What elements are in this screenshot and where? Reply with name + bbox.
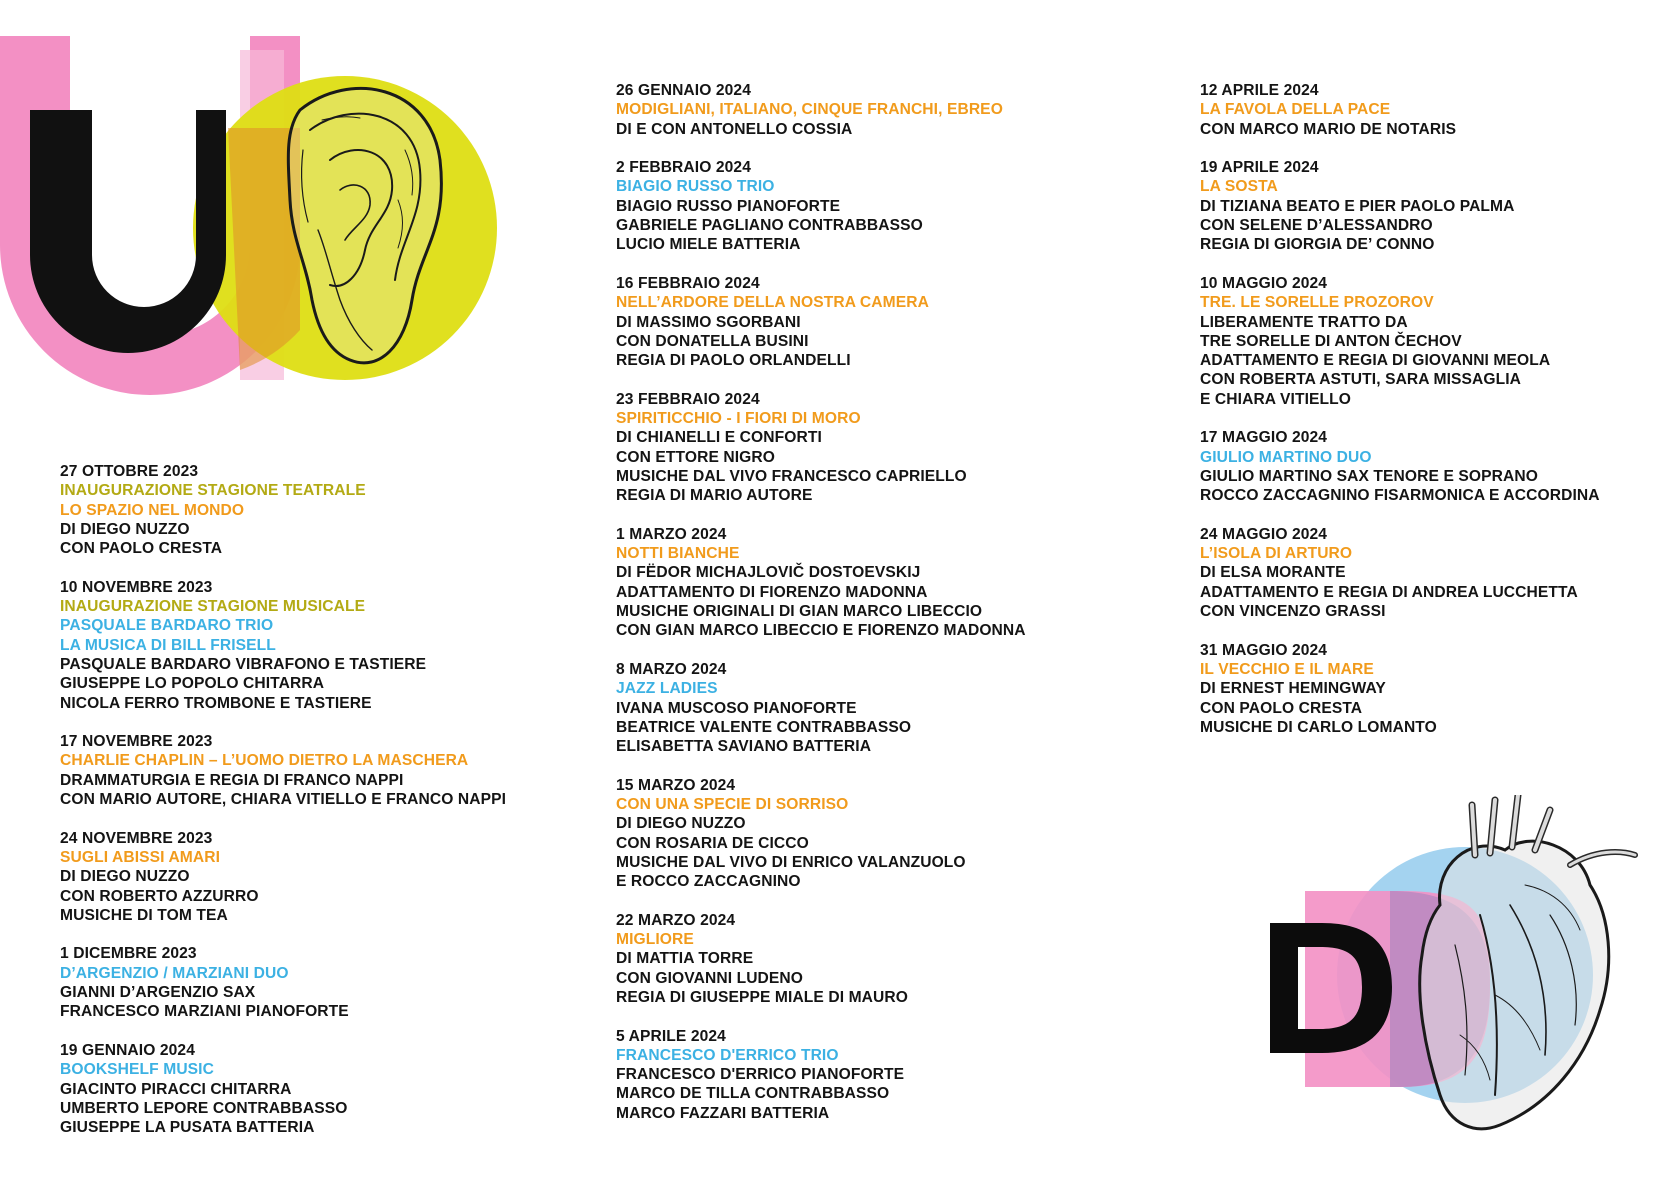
event-credit: ADATTAMENTO E REGIA DI GIOVANNI MEOLA xyxy=(1200,352,1551,370)
event-credit: E ROCCO ZACCAGNINO xyxy=(616,873,801,891)
event-date: 12 APRILE 2024 xyxy=(1200,82,1319,99)
event-credit: CON SELENE D’ALESSANDRO xyxy=(1200,217,1433,235)
event-title: GIULIO MARTINO DUO xyxy=(1200,448,1372,466)
event-title: D’ARGENZIO / MARZIANI DUO xyxy=(60,964,289,982)
event-date: 17 NOVEMBRE 2023 xyxy=(60,733,213,751)
event-entry xyxy=(616,158,1136,254)
schedule-column-3 xyxy=(1200,81,1660,756)
event-date: 8 MARZO 2024 xyxy=(616,660,727,678)
event-title: LA MUSICA DI BILL FRISELL xyxy=(60,636,276,654)
event-credit: DI CHIANELLI E CONFORTI xyxy=(616,429,822,447)
event-title: PASQUALE BARDARO TRIO xyxy=(60,617,274,635)
event-credit: DI MATTIA TORRE xyxy=(616,950,754,968)
event-credit: DRAMMATURGIA E REGIA DI FRANCO NAPPI xyxy=(60,771,404,789)
event-credit: DI ELSA MORANTE xyxy=(1200,564,1346,582)
event-title: L’ISOLA DI ARTURO xyxy=(1200,545,1353,563)
event-credit: REGIA DI GIUSEPPE MIALE DI MAURO xyxy=(616,988,908,1006)
event-credit: MUSICHE DI TOM TEA xyxy=(60,906,228,924)
event-credit: ROCCO ZACCAGNINO FISARMONICA E ACCORDINA xyxy=(1200,487,1600,505)
event-credit: FRANCESCO MARZIANI PIANOFORTE xyxy=(60,1003,349,1021)
event-credit: ADATTAMENTO DI FIORENZO MADONNA xyxy=(616,583,928,601)
event-title: SUGLI ABISSI AMARI xyxy=(60,848,221,866)
event-entry xyxy=(60,944,560,1021)
event-entry xyxy=(60,829,560,925)
event-date: 22 MARZO 2024 xyxy=(616,911,736,929)
event-title: NELL’ARDORE DELLA NOSTRA CAMERA xyxy=(616,294,929,312)
event-credit: DI DIEGO NUZZO xyxy=(60,868,190,886)
event-title: BIAGIO RUSSO TRIO xyxy=(616,178,775,196)
event-credit: DI TIZIANA BEATO E PIER PAOLO PALMA xyxy=(1200,197,1515,215)
event-credit: GIUSEPPE LA PUSATA BATTERIA xyxy=(60,1119,315,1137)
event-entry xyxy=(60,462,560,558)
event-credit: DI E CON ANTONELLO COSSIA xyxy=(616,120,853,138)
event-title: CON UNA SPECIE DI SORRISO xyxy=(616,795,849,813)
event-credit: CON MARIO AUTORE, CHIARA VITIELLO E FRANCO NAPPI xyxy=(60,791,507,809)
event-entry xyxy=(616,81,1136,139)
event-title: LA SOSTA xyxy=(1200,178,1278,196)
event-credit: CON MARCO MARIO DE NOTARIS xyxy=(1200,120,1457,138)
event-title: BOOKSHELF MUSIC xyxy=(60,1061,214,1079)
event-credit: CON PAOLO CRESTA xyxy=(60,540,223,558)
event-credit: LIBERAMENTE TRATTO DA xyxy=(1200,313,1408,331)
event-title: NOTTI BIANCHE xyxy=(616,545,740,563)
event-entry xyxy=(1200,81,1660,139)
event-title: LO SPAZIO NEL MONDO xyxy=(60,501,245,519)
event-credit: MUSICHE ORIGINALI DI GIAN MARCO LIBECCIO xyxy=(616,603,983,621)
event-credit: MUSICHE DI CARLO LOMANTO xyxy=(1200,718,1437,736)
event-entry xyxy=(1200,428,1660,505)
event-credit: CON ROSARIA DE CICCO xyxy=(616,834,809,852)
event-credit: PASQUALE BARDARO VIBRAFONO E TASTIERE xyxy=(60,655,427,673)
event-date: 24 MAGGIO 2024 xyxy=(1200,525,1328,543)
event-credit: IVANA MUSCOSO PIANOFORTE xyxy=(616,699,857,717)
top-logo xyxy=(0,0,520,440)
event-entry xyxy=(1200,158,1660,254)
event-credit: FRANCESCO D'ERRICO PIANOFORTE xyxy=(616,1066,905,1084)
event-date: 17 MAGGIO 2024 xyxy=(1200,429,1328,447)
event-date: 1 MARZO 2024 xyxy=(616,525,727,543)
event-credit: GIANNI D’ARGENZIO SAX xyxy=(60,984,256,1002)
event-credit: MUSICHE DAL VIVO DI ENRICO VALANZUOLO xyxy=(616,853,966,871)
event-date: 10 MAGGIO 2024 xyxy=(1200,274,1328,292)
event-entry xyxy=(1200,525,1660,621)
event-credit: UMBERTO LEPORE CONTRABBASSO xyxy=(60,1099,348,1117)
event-credit: CON ROBERTA ASTUTI, SARA MISSAGLIA xyxy=(1200,371,1522,389)
event-credit: GIULIO MARTINO SAX TENORE E SOPRANO xyxy=(1200,467,1538,485)
event-entry xyxy=(60,1041,560,1137)
event-title: MIGLIORE xyxy=(616,931,694,949)
event-credit: CON DONATELLA BUSINI xyxy=(616,332,809,350)
event-credit: CON VINCENZO GRASSI xyxy=(1200,603,1386,621)
event-credit: GIACINTO PIRACCI CHITARRA xyxy=(60,1080,292,1098)
event-date: 24 NOVEMBRE 2023 xyxy=(60,829,213,847)
event-date: 19 GENNAIO 2024 xyxy=(60,1041,195,1059)
event-entry xyxy=(60,732,560,809)
event-credit: GABRIELE PAGLIANO CONTRABBASSO xyxy=(616,217,923,235)
event-credit: E CHIARA VITIELLO xyxy=(1200,390,1351,408)
event-credit: LUCIO MIELE BATTERIA xyxy=(616,236,801,254)
event-title: SPIRITICCHIO - I FIORI DI MORO xyxy=(616,410,861,428)
event-entry xyxy=(616,390,1136,506)
event-credit: DI FËDOR MICHAJLOVIČ DOSTOEVSKIJ xyxy=(616,564,921,582)
event-credit: ADATTAMENTO E REGIA DI ANDREA LUCCHETTA xyxy=(1200,583,1578,601)
event-date: 5 APRILE 2024 xyxy=(616,1027,726,1045)
black-u-letter xyxy=(30,110,226,353)
event-credit: BEATRICE VALENTE CONTRABBASSO xyxy=(616,718,912,736)
event-credit: CON ROBERTO AZZURRO xyxy=(60,887,259,905)
event-date: 31 MAGGIO 2024 xyxy=(1200,641,1328,659)
event-credit: REGIA DI GIORGIA DE’ CONNO xyxy=(1200,236,1435,254)
schedule-column-1 xyxy=(60,462,560,1157)
event-date: 19 APRILE 2024 xyxy=(1200,159,1319,177)
event-date: 16 FEBBRAIO 2024 xyxy=(616,274,760,292)
event-credit: CON GIOVANNI LUDENO xyxy=(616,969,804,987)
event-title: LA FAVOLA DELLA PACE xyxy=(1200,101,1391,119)
event-title: INAUGURAZIONE STAGIONE TEATRALE xyxy=(60,482,366,500)
event-credit: REGIA DI MARIO AUTORE xyxy=(616,487,813,505)
event-entry xyxy=(616,776,1136,892)
schedule-column-2 xyxy=(616,81,1136,1142)
event-title: IL VECCHIO E IL MARE xyxy=(1200,660,1374,678)
event-entry xyxy=(616,911,1136,1007)
bottom-logo xyxy=(1250,795,1670,1180)
event-date: 27 OTTOBRE 2023 xyxy=(60,463,199,480)
event-title: MODIGLIANI, ITALIANO, CINQUE FRANCHI, EBREO xyxy=(616,101,1003,119)
event-credit: ELISABETTA SAVIANO BATTERIA xyxy=(616,738,872,756)
event-credit: MUSICHE DAL VIVO FRANCESCO CAPRIELLO xyxy=(616,467,967,485)
event-title: INAUGURAZIONE STAGIONE MUSICALE xyxy=(60,598,366,616)
event-credit: GIUSEPPE LO POPOLO CHITARRA xyxy=(60,675,325,693)
event-entry xyxy=(616,274,1136,370)
event-date: 2 FEBBRAIO 2024 xyxy=(616,159,751,177)
event-title: CHARLIE CHAPLIN – L’UOMO DIETRO LA MASCHERA xyxy=(60,752,469,770)
event-credit: CON PAOLO CRESTA xyxy=(1200,699,1363,717)
event-credit: REGIA DI PAOLO ORLANDELLI xyxy=(616,352,851,370)
event-date: 26 GENNAIO 2024 xyxy=(616,82,751,99)
event-date: 15 MARZO 2024 xyxy=(616,776,736,794)
event-date: 23 FEBBRAIO 2024 xyxy=(616,390,760,408)
event-date: 1 DICEMBRE 2023 xyxy=(60,945,197,963)
event-entry xyxy=(616,660,1136,756)
event-credit: MARCO DE TILLA CONTRABBASSO xyxy=(616,1085,890,1103)
event-credit: DI MASSIMO SGORBANI xyxy=(616,313,801,331)
anatomical-heart-icon xyxy=(1420,795,1635,1129)
event-credit: TRE SORELLE DI ANTON ČECHOV xyxy=(1200,332,1462,350)
event-credit: CON ETTORE NIGRO xyxy=(616,448,775,466)
event-entry xyxy=(1200,274,1660,409)
event-credit: CON GIAN MARCO LIBECCIO E FIORENZO MADONNA xyxy=(616,622,1026,640)
event-credit: DI DIEGO NUZZO xyxy=(616,815,746,833)
event-entry xyxy=(60,578,560,713)
event-title: TRE. LE SORELLE PROZOROV xyxy=(1200,294,1434,312)
event-title: JAZZ LADIES xyxy=(616,680,718,698)
event-credit: MARCO FAZZARI BATTERIA xyxy=(616,1104,830,1122)
event-credit: DI ERNEST HEMINGWAY xyxy=(1200,680,1386,698)
event-entry xyxy=(1200,641,1660,737)
event-credit: BIAGIO RUSSO PIANOFORTE xyxy=(616,197,841,215)
event-title: FRANCESCO D'ERRICO TRIO xyxy=(616,1046,839,1064)
event-entry xyxy=(616,525,1136,641)
event-credit: NICOLA FERRO TROMBONE E TASTIERE xyxy=(60,694,372,712)
event-credit: DI DIEGO NUZZO xyxy=(60,520,190,538)
event-date: 10 NOVEMBRE 2023 xyxy=(60,578,213,596)
event-entry xyxy=(616,1027,1136,1123)
